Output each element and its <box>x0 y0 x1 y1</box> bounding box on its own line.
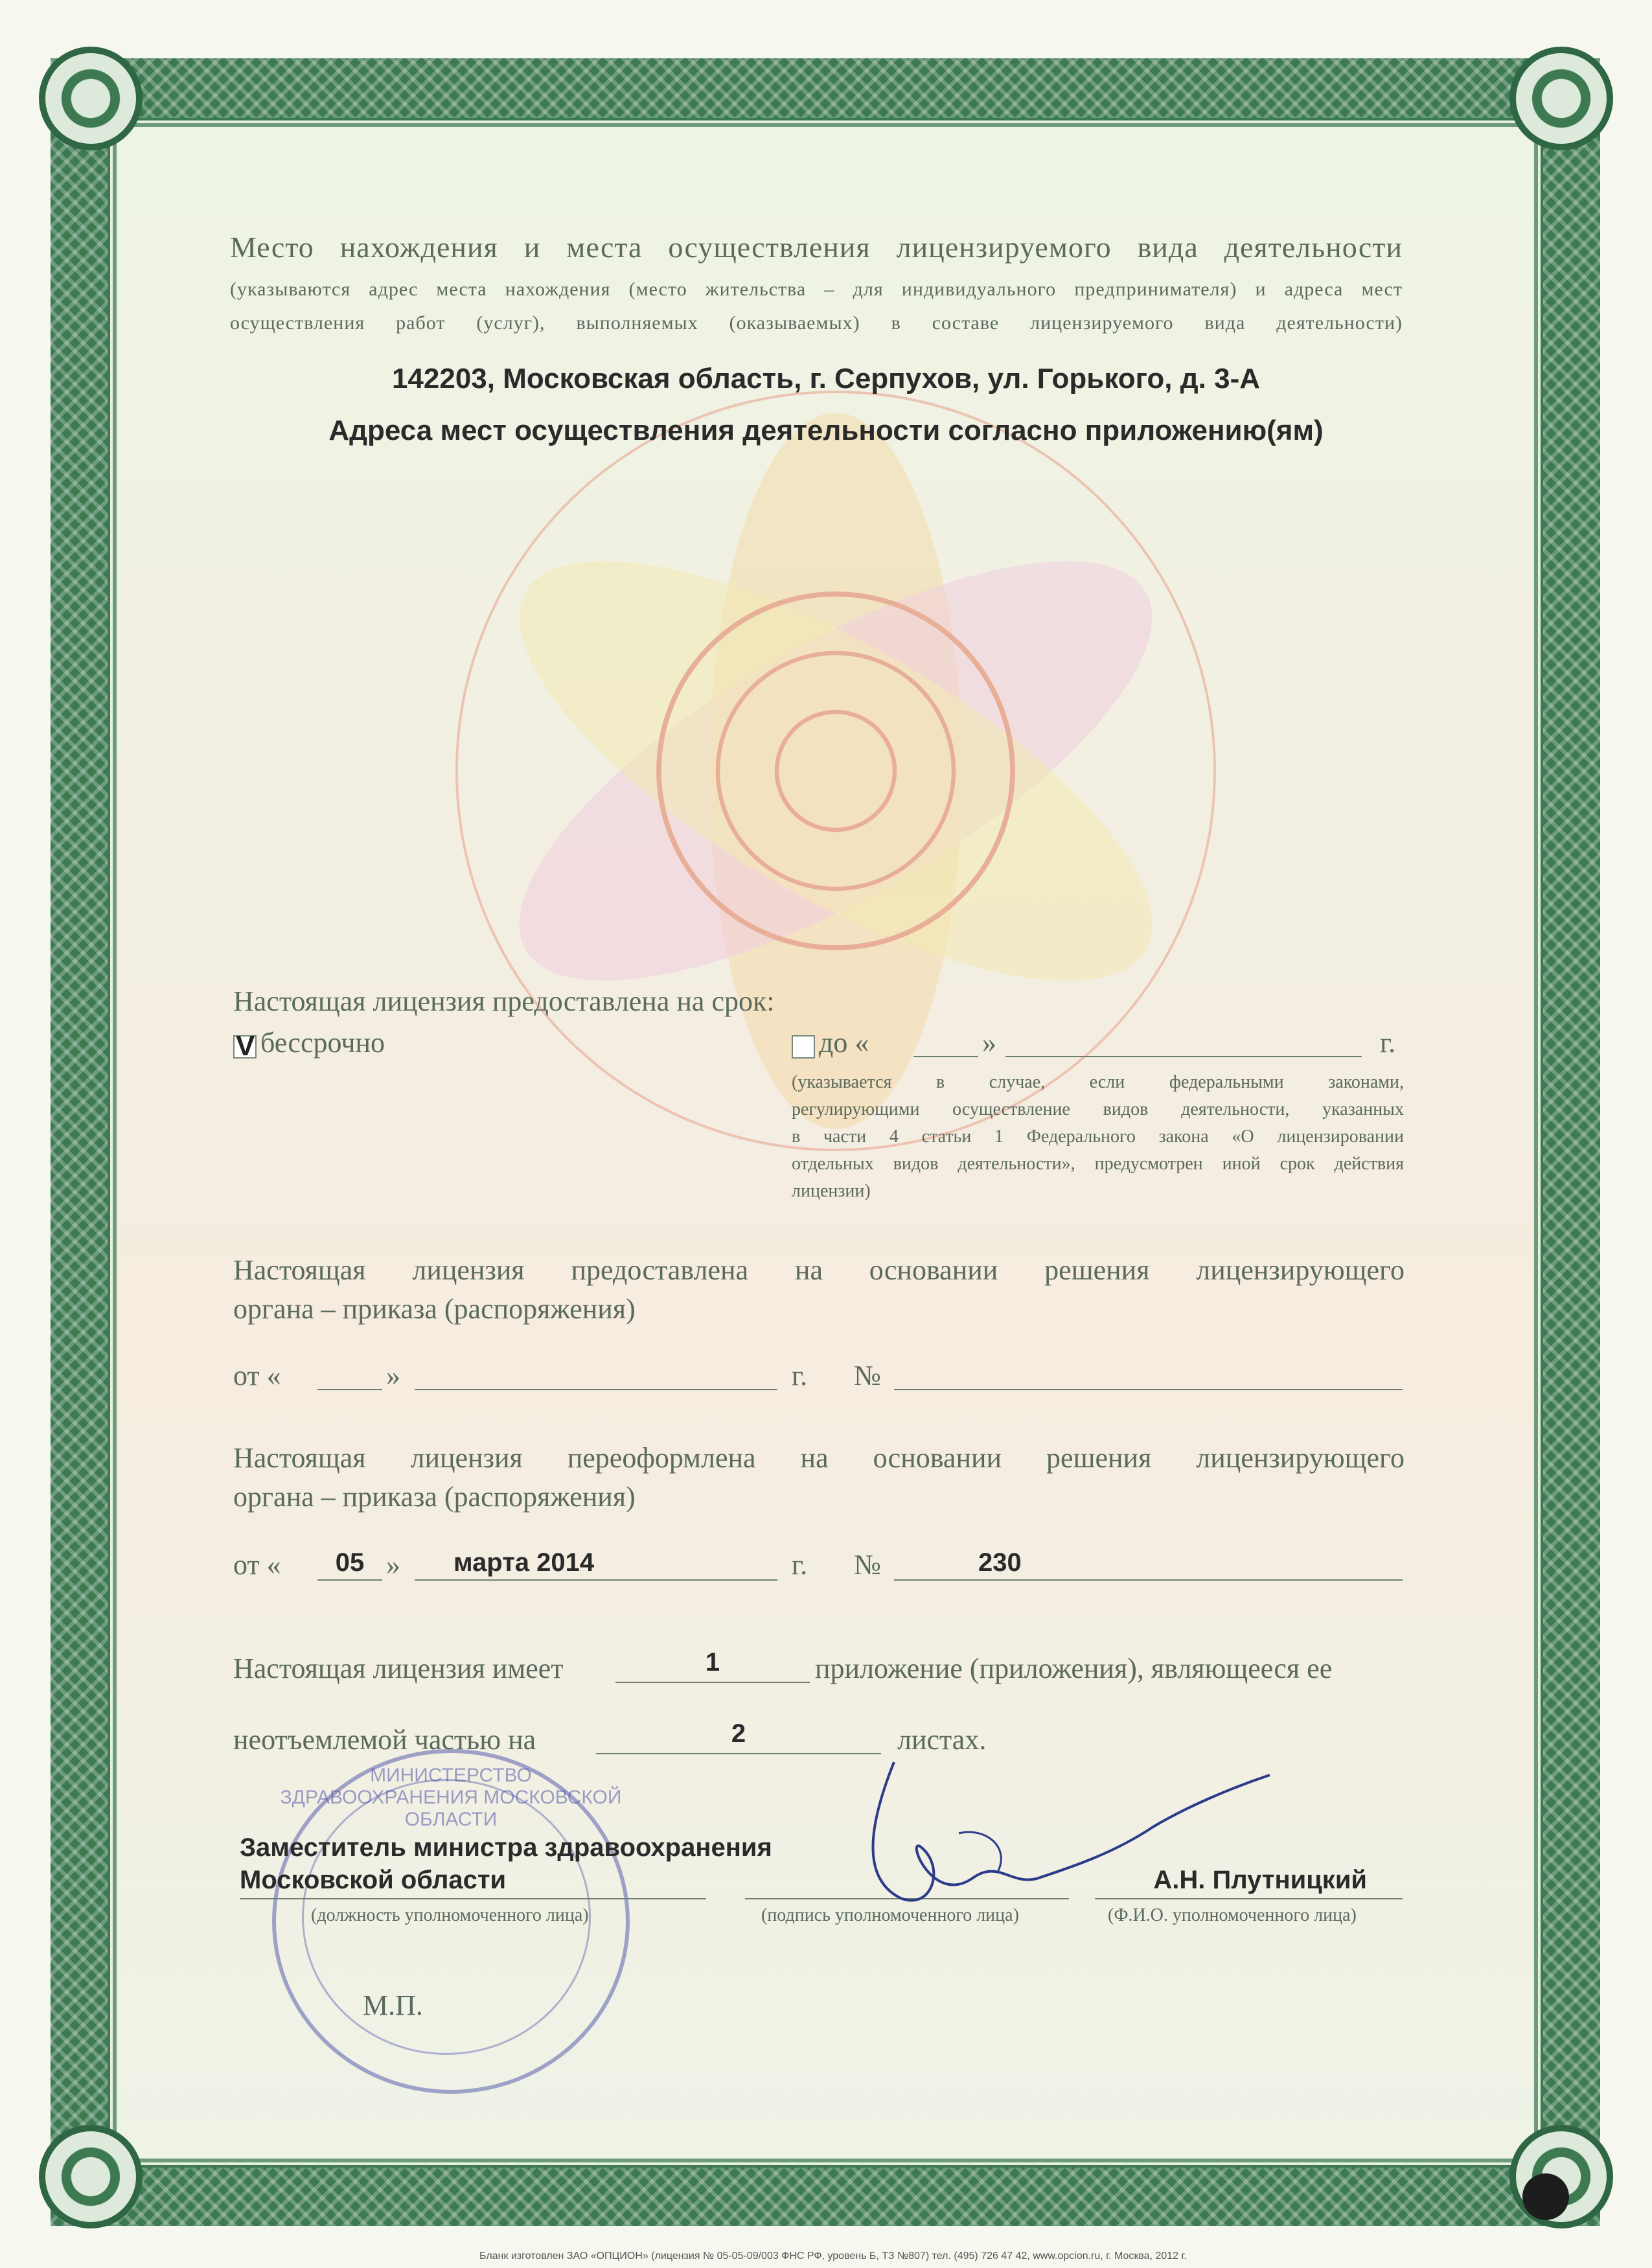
stamp-place: М.П. <box>363 1989 423 2021</box>
integral-label: неотъемлемой частью на <box>233 1724 536 1756</box>
address: 142203, Московская область, г. Серпухов, ул. Горького, д. 3-А <box>391 363 1261 395</box>
appendix-label: приложение (приложения), являющееся ее <box>815 1653 1333 1684</box>
reissued-date-line <box>415 1579 777 1581</box>
reissued-from-label: от « <box>233 1549 281 1581</box>
position-line <box>240 1898 706 1899</box>
granted-line1: Настоящая лицензия предоставлена на основании решения лицензирующего <box>233 1254 1405 1286</box>
signature-caption: (подпись уполномоченного лица) <box>761 1905 1019 1925</box>
corner-ornament-icon <box>39 2125 143 2228</box>
location-note-line2: осуществления работ (услуг), выполняемых (оказываемых) в составе лицензируемого вида деятельности) <box>230 312 1403 334</box>
name-caption: (Ф.И.О. уполномоченного лица) <box>1108 1905 1357 1925</box>
appendix-sheets-line <box>596 1753 881 1754</box>
reissued-quote-close: » <box>386 1549 400 1581</box>
reissued-number-label: № <box>854 1549 881 1581</box>
term-note-line1: (указывается в случае, если федеральными законами, <box>792 1072 1404 1092</box>
position-caption: (должность уполномоченного лица) <box>311 1905 589 1925</box>
granted-date-line <box>415 1389 777 1390</box>
printer-imprint: Бланк изготовлен ЗАО «ОПЦИОН» (лицензия № 05-05-09/003 ФНС РФ, уровень Б, ТЗ №807) тел. (495) 726 47 42, www.opcion.ru, г. Москва, 2012 г. <box>479 2251 1187 2262</box>
term-heading: Настоящая лицензия предоставлена на срок: <box>233 985 775 1017</box>
security-rosette-icon <box>415 350 1257 1192</box>
granted-quote-close: » <box>386 1360 400 1392</box>
signer-position-line2: Московской области <box>240 1866 507 1894</box>
until-date-line <box>1005 1056 1362 1057</box>
until-quote-close: » <box>982 1027 996 1059</box>
punch-hole <box>1522 2173 1569 2220</box>
signer-name: А.Н. Плутницкий <box>1153 1866 1367 1894</box>
granted-number-line <box>894 1389 1403 1390</box>
appendix-has-label: Настоящая лицензия имеет <box>233 1653 564 1684</box>
reissued-day: 05 <box>335 1548 365 1577</box>
until-year-suffix: г. <box>1380 1027 1396 1059</box>
reissued-line1: Настоящая лицензия переоформлена на основании решения лицензирующего <box>233 1442 1405 1474</box>
reissued-number: 230 <box>978 1548 1022 1577</box>
stamp-text: МИНИСТЕРСТВО ЗДРАВООХРАНЕНИЯ МОСКОВСКОЙ ОБЛАСТИ <box>280 1765 622 1830</box>
until-label: до « <box>819 1027 869 1059</box>
indefinite-label: бессрочно <box>260 1027 385 1059</box>
reissued-day-line <box>317 1579 382 1581</box>
addresses-note: Адреса мест осуществления деятельности согласно приложению(ям) <box>328 415 1324 446</box>
term-note-line3: в части 4 статьи 1 Федерального закона «О лицензировании <box>792 1127 1404 1147</box>
granted-day-line <box>317 1389 382 1390</box>
granted-year-suffix: г. <box>792 1360 808 1392</box>
appendix-count-line <box>615 1682 810 1683</box>
reissued-number-line <box>894 1579 1403 1581</box>
corner-ornament-icon <box>1509 47 1613 150</box>
reissued-line2: органа – приказа (распоряжения) <box>233 1481 636 1513</box>
until-checkbox <box>792 1035 815 1059</box>
granted-number-label: № <box>854 1360 881 1392</box>
term-note-line5: лицензии) <box>792 1181 871 1201</box>
appendix-count: 1 <box>705 1648 720 1677</box>
term-note-line4: отдельных видов деятельности», предусмотрен иной срок действия <box>792 1154 1404 1174</box>
granted-from-label: от « <box>233 1360 281 1392</box>
sheets-label: листах. <box>897 1724 987 1756</box>
handwritten-signature-icon <box>842 1749 1296 1918</box>
indefinite-checkbox <box>233 1030 257 1062</box>
location-heading: Место нахождения и места осуществления лицензируемого вида деятельности <box>230 231 1403 264</box>
appendix-sheets: 2 <box>731 1719 746 1748</box>
granted-line2: органа – приказа (распоряжения) <box>233 1293 636 1325</box>
term-note-line2: регулирующими осуществление видов деятельности, указанных <box>792 1099 1404 1119</box>
reissued-month-year: марта 2014 <box>453 1548 595 1577</box>
until-day-line <box>913 1056 978 1057</box>
location-note-line1: (указываются адрес места нахождения (место жительства – для индивидуального предпринимателя) и адреса мест <box>230 279 1403 300</box>
check-mark: V <box>236 1030 255 1062</box>
reissued-year-suffix: г. <box>792 1549 808 1581</box>
signer-position-line1: Заместитель министра здравоохранения <box>240 1833 772 1862</box>
corner-ornament-icon <box>39 47 143 150</box>
